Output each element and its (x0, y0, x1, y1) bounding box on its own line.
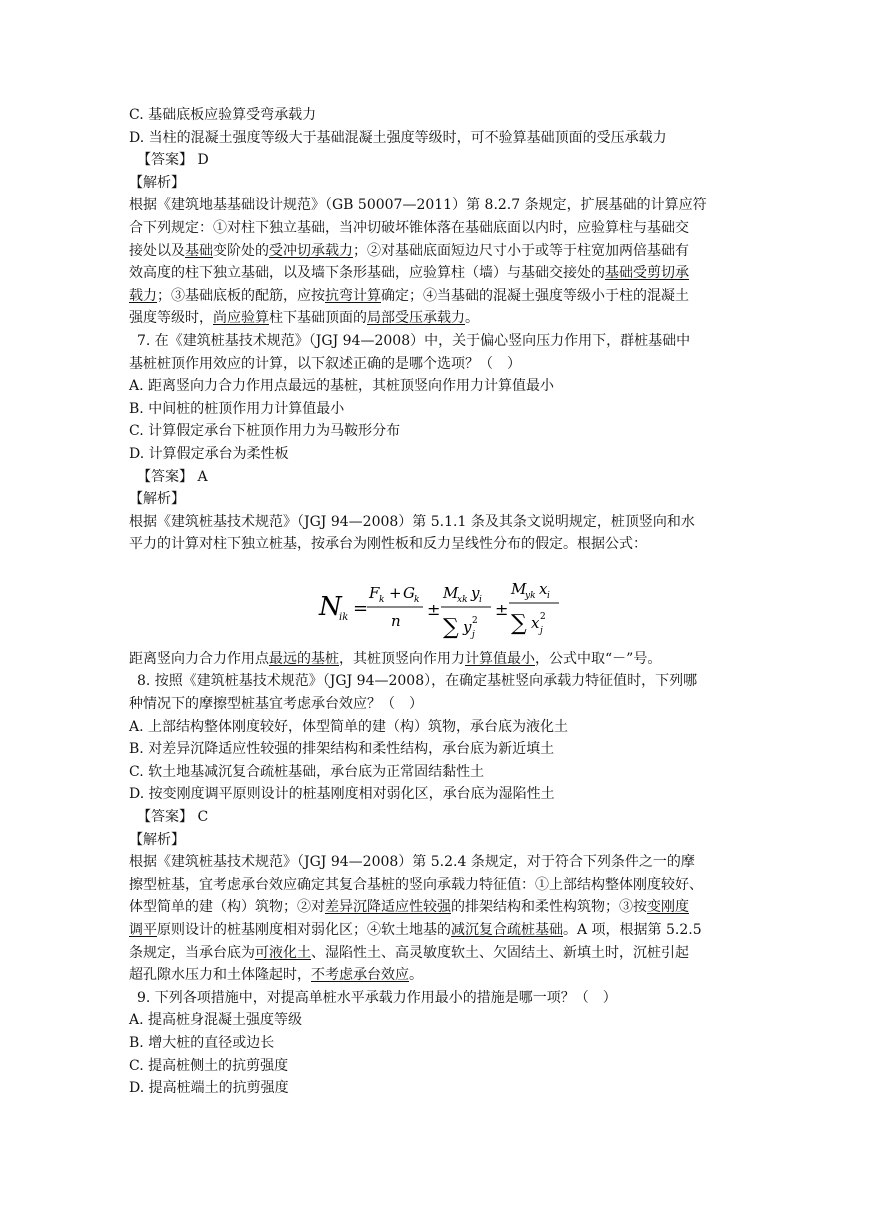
text-segment: 强度等级时， (129, 310, 213, 327)
text-segment: 超孔隙水压力和土体隆起时， (129, 967, 311, 984)
q9-option-b: B. 增大桩的直径或边长 (129, 1034, 275, 1051)
text-segment: ，公式中取“－”号。 (535, 650, 662, 667)
text-segment: 合下列规定：①对柱下独立基础，当冲切破坏锥体落在基础底面以内时，应验算柱与基础交 (129, 219, 689, 236)
text-segment: 效高度的柱下独立基础，以及墙下条形基础，应验算柱（墙）与基础交接处的 (129, 265, 605, 282)
frac2-den-sub: j (472, 629, 475, 640)
frac2-num-y-sub: i (479, 594, 482, 605)
frac1-den: n (391, 611, 401, 630)
underlined-text: 抗弯计算 (325, 287, 381, 304)
q7-stem-line-2: 基桩桩顶作用效应的计算，以下叙述正确的是哪个选项？（ ） (129, 355, 521, 372)
paragraph-line (129, 874, 741, 897)
q7-stem-line-1: 7. 在《建筑桩基技术规范》（JGJ 94—2008）中，关于偏心竖向压力作用下，群桩基础中 (137, 332, 691, 349)
frac1-num-f-sub: k (379, 594, 385, 605)
frac3-den-sub: j (540, 625, 543, 636)
text-segment: 柱下基础顶面的 (269, 310, 367, 327)
text-segment: ；②对基础底面短边尺寸小于或等于柱宽加两倍基础有 (353, 242, 689, 259)
q8-option-c: C. 软土地基减沉复合疏桩基础，承台底为正常固结黏性土 (129, 763, 485, 780)
frac3-sum: ∑ (511, 610, 527, 636)
paragraph-line (129, 851, 741, 874)
text-segment: 变阶处的 (213, 242, 269, 259)
q8-option-a: A. 上部结构整体刚度较好，体型简单的建（构）筑物，承台底为液化土 (129, 718, 569, 735)
underlined-text: 调平 (129, 922, 157, 938)
underlined-text: 载力 (129, 287, 157, 304)
underlined-text: 受冲切承载力 (269, 242, 353, 259)
q9-option-d: D. 提高桩端土的抗剪强度 (129, 1080, 289, 1097)
text-segment: 根据《建筑桩基技术规范》（JGJ 94—2008）第 5.2.4 条规定，对于符合下列条件之一的摩 (129, 854, 695, 871)
underlined-text: 计算值最小 (465, 650, 535, 667)
q9-option-a: A. 提高桩身混凝土强度等级 (129, 1012, 303, 1029)
q6-analysis-label: 【解析】 (129, 174, 185, 191)
text-segment: 体型简单的建（构）筑物；②对 (129, 899, 325, 916)
q8-stem-line-2: 种情况下的摩擦型桩基宜考虑承台效应？（ ） (129, 696, 423, 713)
frac1-num-g: G (403, 583, 415, 602)
q6-option-c: C. 基础底板应验算受弯承载力 (129, 107, 317, 123)
underlined-text: 差异沉降适应性较强 (325, 899, 451, 916)
text-segment: 擦型桩基，宜考虑承台效应确定其复合基桩的竖向承载力特征值：①上部结构整体刚度较好、 (129, 876, 703, 893)
underlined-text: 局部受压承载力 (367, 310, 465, 327)
underlined-text: 基础受剪切承 (605, 265, 689, 282)
paragraph-line (129, 648, 741, 671)
q8-answer: 【答案】 C (137, 809, 209, 826)
frac2-den-y: y (463, 617, 472, 636)
q7-option-c: C. 计算假定承台下桩顶作用力为马鞍形分布 (129, 423, 401, 440)
formula-svg (129, 556, 741, 648)
pile-force-formula (129, 556, 741, 648)
page-content (129, 104, 741, 1100)
text-segment: 确定；④当基础的混凝土强度等级小于柱的混凝土 (381, 287, 689, 304)
q8-option-b: B. 对差异沉降适应性较强的排架结构和柔性结构，承台底为新近填土 (129, 741, 555, 758)
text-segment: 的排架结构和柔性构筑物；③按 (451, 899, 647, 916)
q6-answer: 【答案】 D (137, 152, 209, 169)
frac1-plus: + (389, 583, 402, 602)
q7-analysis (129, 511, 741, 556)
formula-equals: = (353, 597, 369, 619)
text-segment: 接处以及 (129, 242, 185, 259)
q7-option-b: B. 中间桩的桩顶作用力计算值最小 (129, 400, 345, 417)
underlined-text: 不考虑承台效应 (311, 967, 409, 984)
frac2-num-m-sub: xk (457, 594, 468, 605)
frac1-num-f: F (369, 583, 380, 602)
q6-option-d: D. 当柱的混凝土强度等级大于基础混凝土强度等级时，可不验算基础顶面的受压承载力 (129, 129, 667, 146)
formula-lhs: N (319, 591, 342, 622)
underlined-text: 变刚度 (647, 899, 689, 916)
text-segment: ；③基础底板的配筋，应按 (157, 287, 325, 304)
paragraph-line (129, 194, 741, 217)
paragraph-line (129, 511, 741, 534)
paragraph-line (129, 964, 741, 987)
paragraph-line (129, 919, 741, 942)
underlined-text: 尚应验算 (213, 310, 269, 327)
text-segment: 根据《建筑地基基础设计规范》（GB 50007—2011）第 8.2.7 条规定，扩展基础的计算应符 (129, 197, 707, 214)
q9-stem-line-1: 9. 下列各项措施中，对提高单桩水平承载力作用最小的措施是哪一项？（ ） (137, 989, 617, 1006)
formula-lhs-sub: ik (339, 611, 349, 623)
frac3-den-x: x (531, 613, 540, 632)
frac3-den-sup: 2 (540, 611, 546, 622)
frac2-sum: ∑ (443, 614, 459, 640)
paragraph-line (129, 285, 741, 308)
q7-option-d: D. 计算假定承台为柔性板 (129, 445, 289, 462)
q8-option-d: D. 按变刚度调平原则设计的桩基刚度相对弱化区，承台底为湿陷性土 (129, 786, 555, 803)
paragraph-line (129, 942, 741, 965)
q7-analysis-label: 【解析】 (129, 491, 185, 508)
underlined-text: 基础 (185, 242, 213, 259)
text-segment: 条规定，当承台底为 (129, 944, 255, 961)
frac2-num-y: y (471, 583, 480, 602)
q8-analysis-label: 【解析】 (129, 831, 185, 848)
q7-conclusion (129, 648, 741, 671)
formula-pm-2: ± (495, 599, 509, 619)
frac2-num-m: M (443, 583, 459, 602)
text-segment: 。A 项，根据第 5.2.5 (563, 922, 702, 938)
text-segment: 根据《建筑桩基技术规范》（JGJ 94—2008）第 5.1.1 条及其条文说明规定，桩顶竖向和水 (129, 513, 695, 530)
frac3-num-m: M (511, 579, 527, 598)
paragraph-line (129, 262, 741, 285)
q9-option-c: C. 提高桩侧土的抗剪强度 (129, 1057, 289, 1074)
frac1-num-g-sub: k (414, 594, 420, 605)
paragraph-line (129, 240, 741, 263)
text-segment: 原则设计的桩基刚度相对弱化区；④软土地基的 (157, 922, 451, 938)
paragraph-line (129, 217, 741, 240)
underlined-text: 可液化土 (255, 944, 311, 961)
q8-analysis (129, 851, 741, 987)
formula-pm-1: ± (427, 599, 441, 619)
paragraph-line (129, 533, 741, 556)
text-segment: 、湿陷性土、高灵敏度软土、欠固结土、新填土时，沉桩引起 (311, 944, 689, 961)
text-segment: 。 (409, 967, 423, 984)
text-segment: 距离竖向力合力作用点 (129, 650, 269, 667)
text-segment: ，其桩顶竖向作用力 (339, 650, 465, 667)
q7-answer: 【答案】 A (137, 468, 208, 485)
frac2-den-sup: 2 (472, 615, 478, 626)
q7-option-a: A. 距离竖向力合力作用点最远的基桩，其桩顶竖向作用力计算值最小 (129, 378, 555, 395)
frac3-num-x: x (539, 579, 548, 598)
underlined-text: 最远的基桩 (269, 650, 339, 667)
text-segment: 。 (465, 310, 479, 327)
underlined-text: 减沉复合疏桩基础 (451, 922, 563, 938)
paragraph-line (129, 307, 741, 330)
paragraph-line (129, 896, 741, 919)
frac3-num-x-sub: i (547, 590, 550, 601)
q6-analysis (129, 194, 741, 330)
frac3-num-m-sub: yk (525, 590, 536, 601)
q8-stem-line-1: 8. 按照《建筑桩基技术规范》（JGJ 94—2008），在确定基桩竖向承载力特征值时，下列哪 (137, 673, 698, 690)
text-segment: 平力的计算对柱下独立桩基，按承台为刚性板和反力呈线性分布的假定。根据公式： (129, 536, 647, 553)
